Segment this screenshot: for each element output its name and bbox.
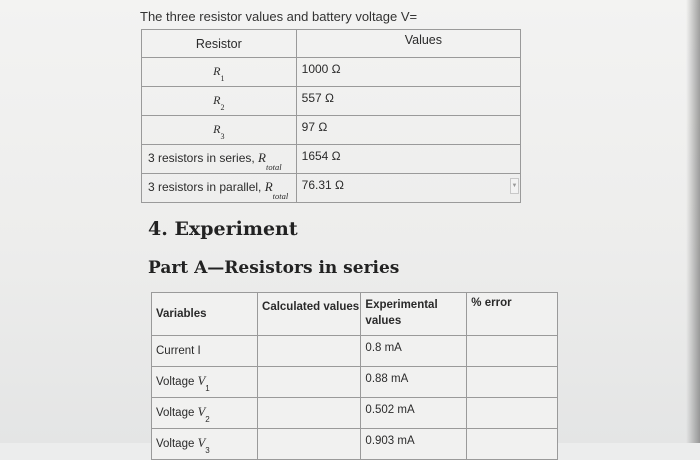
header-calculated: Calculated values: [258, 293, 361, 336]
series-total-label: 3 resistors in series, $R_{total}$: [142, 145, 297, 174]
resistor-r1-value[interactable]: 1000 Ω: [296, 58, 520, 87]
table-row: [152, 429, 558, 460]
page-edge-shadow: [686, 0, 700, 443]
table-row: [142, 58, 521, 87]
header-variables: Variables: [152, 293, 258, 336]
variable-voltage-v3: Voltage $V_3$: [152, 429, 258, 460]
parallel-total-cell[interactable]: [296, 174, 520, 203]
experimental-cell[interactable]: 0.8 mA: [361, 336, 467, 367]
parallel-total-value: 76.31 Ω: [301, 178, 344, 192]
variable-current: Current I: [152, 336, 258, 367]
section-heading: 4. Experiment: [148, 218, 298, 240]
calculated-cell[interactable]: [258, 336, 361, 367]
resistor-r3-label: $R_3$: [142, 116, 297, 145]
resistor-r2-value[interactable]: 557 Ω: [296, 87, 520, 116]
percent-error-cell[interactable]: [467, 398, 558, 429]
calculated-cell[interactable]: [258, 367, 361, 398]
table-row: [142, 87, 521, 116]
resistor-r3-value[interactable]: 97 Ω: [296, 116, 520, 145]
experimental-cell[interactable]: 0.88 mA: [361, 367, 467, 398]
variable-voltage-v1: Voltage $V_1$: [152, 367, 258, 398]
series-total-value[interactable]: 1654 Ω: [296, 145, 520, 174]
dropdown-arrow-icon[interactable]: ▼: [510, 178, 519, 194]
table-row: [152, 398, 558, 429]
percent-error-cell[interactable]: [467, 429, 558, 460]
header-experimental-text: Experimental values: [365, 299, 438, 327]
experiment-table: [151, 292, 558, 460]
header-percent-error: % error: [467, 293, 558, 336]
resistor-r1-label: $R_1$: [142, 58, 297, 87]
resistor-r2-label: $R_2$: [142, 87, 297, 116]
calculated-cell[interactable]: [258, 398, 361, 429]
parallel-total-label: 3 resistors in parallel, $R_{total}$: [142, 174, 297, 203]
table-row: [152, 336, 558, 367]
experimental-cell[interactable]: 0.903 mA: [361, 429, 467, 460]
percent-error-cell[interactable]: [467, 336, 558, 367]
resistor-values-table: [141, 29, 521, 203]
table-row: [152, 367, 558, 398]
header-experimental: [361, 293, 467, 336]
calculated-cell[interactable]: [258, 429, 361, 460]
header-resistor: Resistor: [142, 30, 297, 58]
table-row: [142, 116, 521, 145]
percent-error-cell[interactable]: [467, 367, 558, 398]
part-heading: Part A—Resistors in series: [148, 258, 400, 278]
variable-voltage-v2: Voltage $V_2$: [152, 398, 258, 429]
intro-text: The three resistor values and battery voltage V=: [140, 9, 418, 24]
table-row: [142, 174, 521, 203]
table-row: [142, 145, 521, 174]
header-values: Values: [296, 30, 520, 58]
experimental-cell[interactable]: 0.502 mA: [361, 398, 467, 429]
